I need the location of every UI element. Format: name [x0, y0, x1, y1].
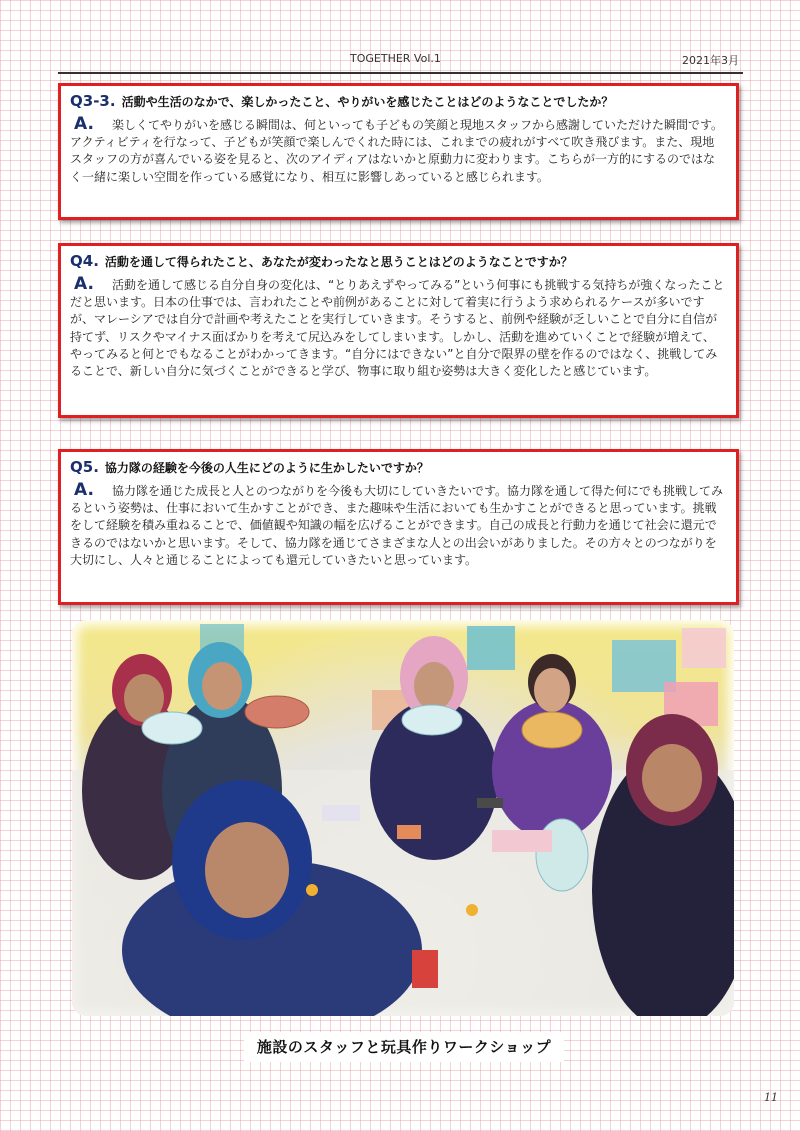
qa-box-q5 — [58, 449, 739, 605]
question-line — [70, 251, 726, 272]
answer-text: 活動を通して感じる自分自身の変化は、“とりあえずやってみる”という何事にも挑戦する気持ちが強くなったことだと思います。日本の仕事では、言われたことや前例があることに対して着実に行うよう求められるケースが多いですが、マレーシアでは自分で計画や考えたことを実行していきます。そうすると、前例や経験が乏しいことで自分に自信が持てず、リスクやマイナス面ばかりを考えて尻込みをしてしまいます。しかし、活動を進めていくことで経験が増えて、やってみると何とでもなることがわかってきます。“自分にはできない”と自分で限界の壁を作るのではなく、挑戦してみることで、新しい自分に気づくことができると学び、物事に取り組む姿勢は大きく変化したと感じています。 — [70, 278, 725, 379]
question-text: 協力隊の経験を今後の人生にどのように生かしたいですか？ — [104, 461, 429, 475]
answer-text: 協力隊を通じた成長と人とのつながりを今後も大切にしていきたいです。協力隊を通して得た何にでも挑戦してみるという姿勢は、仕事において生かすことができ、また趣味や生活においても生かすことができると思っています。挑戦をして経験を積み重ねることで、価値観や知識の幅を広げることができます。自己の成長と行動力を通じて社会に還元できるのではないかと思います。そして、協力隊を通じてさまざまな人との出会いがありました。その方々とのつながりを大切にし、人々と通じることによっても還元していきたいと思っています。 — [70, 484, 723, 567]
answer-label: A. — [74, 274, 94, 294]
answer-label: A. — [74, 114, 94, 134]
page-header — [58, 50, 743, 74]
issue-date: 2021年3月 — [682, 54, 739, 67]
photo-caption: 施設のスタッフと玩具作りワークショップ — [244, 1032, 564, 1062]
qa-box-q3-3 — [58, 83, 739, 220]
workshop-photo — [72, 620, 734, 1016]
question-number: Q4. — [70, 252, 99, 270]
answer-text: 楽しくてやりがいを感じる瞬間は、何といっても子どもの笑顔と現地スタッフから感謝していただけた瞬間です。アクティビティを行なって、子どもが笑顔で楽しんでくれた時には、これまでの疲れがすべて吹き飛びます。また、現地スタッフの方が喜んでいる姿を見ると、次のアイディアはないかと原動力に変わります。こちらが一方的にするのではなく一緒に楽しい空間を作っている感覚になり、相互に影響しあっていると感じられます。 — [70, 118, 723, 184]
question-line — [70, 91, 726, 112]
answer-label: A. — [74, 480, 94, 500]
workshop-photo-illustration — [72, 620, 734, 1016]
question-line — [70, 457, 726, 478]
qa-box-q4 — [58, 243, 739, 418]
page-number: 11 — [764, 1091, 778, 1104]
question-number: Q5. — [70, 458, 99, 476]
answer-paragraph — [70, 276, 726, 380]
publication-title: TOGETHER Vol.1 — [350, 52, 441, 65]
answer-paragraph — [70, 482, 726, 569]
answer-paragraph — [70, 116, 726, 186]
question-number: Q3-3. — [70, 92, 116, 110]
question-text: 活動を通して得られたこと、あなたが変わったなと思うことはどのようなことですか？ — [104, 255, 573, 269]
question-text: 活動や生活のなかで、楽しかったこと、やりがいを感じたことはどのようなことでしたか？ — [121, 95, 614, 109]
